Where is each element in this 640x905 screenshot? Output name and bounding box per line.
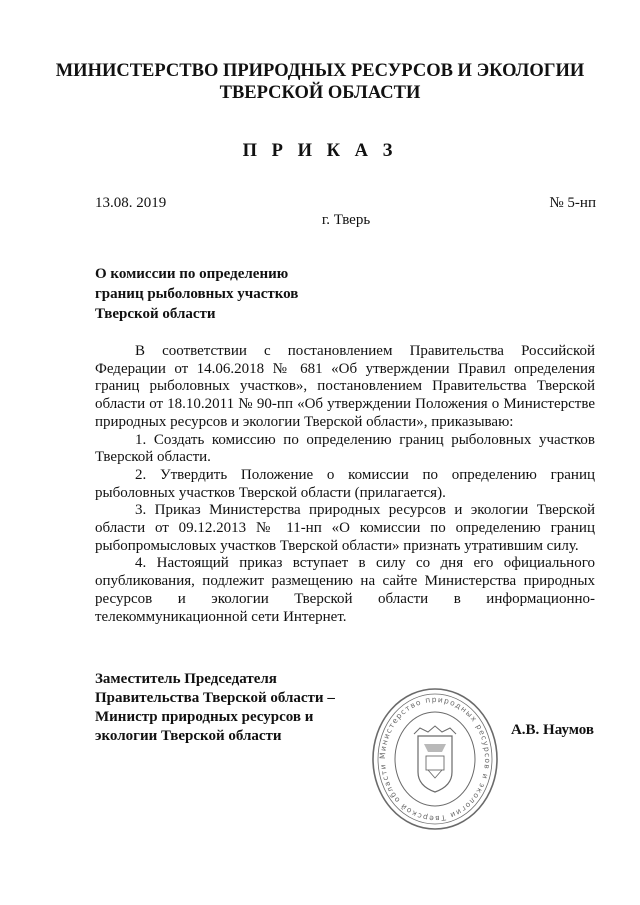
signer-position-line: Министр природных ресурсов и (95, 709, 314, 725)
seal-graphic (370, 686, 500, 832)
signer-position-line: Правительства Тверской области – (95, 690, 335, 706)
body-paragraph-item-3: 3. Приказ Министерства природных ресурсов и экологии Тверской области от 09.12.2013 № 11-нп «О комиссии по определению границ рыбопромысловых участков Тверской области» признать утратившим силу. (95, 502, 595, 554)
signer-position-line: экологии Тверской области (95, 728, 282, 744)
ministry-title-line2: ТВЕРСКОЙ ОБЛАСТИ (219, 83, 421, 103)
ministry-title-line1: МИНИСТЕРСТВО ПРИРОДНЫХ РЕСУРСОВ И ЭКОЛОГИИ (55, 61, 585, 81)
body-paragraph-preamble: В соответствии с постановлением Правительства Российской Федерации от 14.06.2018 № 681 «Об утверждении Правил определения границ рыболовных участков», постановлением Правительства Тверской области от 18.10.2011 № 90-пп «Об утверждении Положения о Министерстве природных ресурсов и экологии Тверской области», приказываю: (95, 343, 595, 430)
order-number: № 5-нп (549, 195, 596, 211)
ministry-title (40, 60, 600, 104)
order-subject (95, 264, 298, 324)
subject-line: границ рыболовных участков (95, 286, 299, 302)
order-city: г. Тверь (321, 212, 371, 228)
document-type: П Р И К А З (242, 141, 398, 161)
signer-position-line: Заместитель Председателя (95, 671, 277, 687)
body-paragraph-item-2: 2. Утвердить Положение о комиссии по определению границ рыболовных участков Тверской области (прилагается). (95, 466, 595, 501)
official-seal (370, 686, 500, 832)
order-body (95, 343, 595, 626)
body-paragraph-item-1: 1. Создать комиссию по определению границ рыболовных участков Тверской области. (95, 431, 595, 466)
signer-name: А.В. Наумов (510, 722, 594, 738)
subject-line: Тверской области (95, 306, 216, 322)
order-date: 13.08. 2019 (95, 195, 167, 211)
body-paragraph-item-4: 4. Настоящий приказ вступает в силу со дня его официального опубликования, подлежит размещению на сайте Министерства природных ресурсов и экологии Тверской области в информационно-телекоммуникационной сети Интернет. (95, 555, 595, 625)
signer-position (95, 670, 335, 746)
seal-text: Министерство природных ресурсов и экологии Тверской области (377, 694, 493, 824)
subject-line: О комиссии по определению (95, 266, 289, 282)
